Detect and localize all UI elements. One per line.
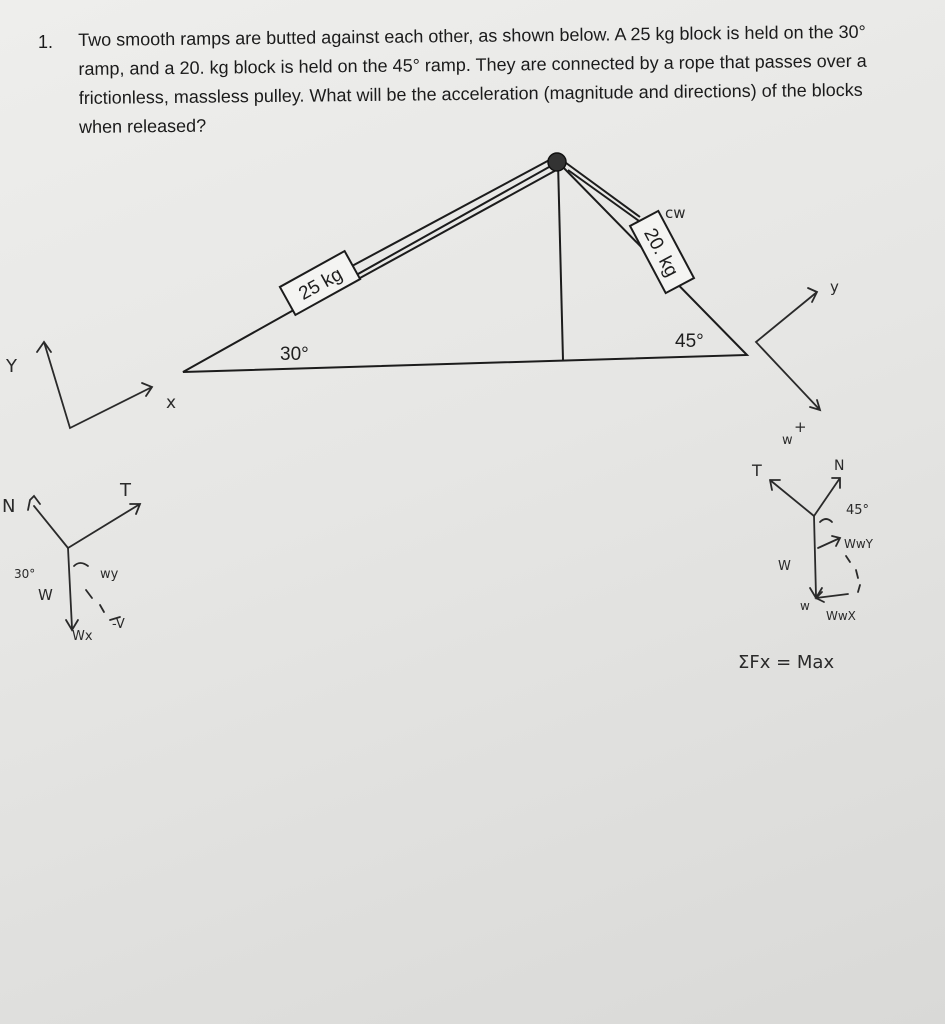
- rope-left: [352, 157, 555, 266]
- pulley: [548, 153, 566, 171]
- right-fbd-wx-label: WwX: [826, 609, 856, 623]
- right-fbd-wy-vector: [818, 536, 840, 548]
- block-25kg-label: 25 kg: [295, 263, 347, 305]
- right-axis-w-label: w: [782, 433, 793, 448]
- left-fbd-weight-label: W: [38, 586, 53, 604]
- left-fbd-neg-label: -V: [112, 617, 125, 632]
- left-fbd-weight-vector: [66, 548, 78, 630]
- block-20kg-label: 20. kg: [639, 224, 683, 281]
- right-fbd-tension-label: T: [752, 461, 762, 480]
- ramp-note-cw: cw: [665, 204, 686, 222]
- right-fbd-tension-vector: [770, 480, 814, 516]
- problem-number: 1.: [38, 32, 54, 52]
- right-fbd-normal-label: N: [834, 458, 845, 474]
- equation: ΣFx = Max: [738, 652, 835, 673]
- right-fbd-weight-label: W: [778, 559, 791, 574]
- rope-right: [562, 160, 640, 217]
- problem-statement: Two smooth ramps are butted against each other, as shown below. A 25 kg block is held on the 30° ramp, and a 20. kg block is held on the 45° ramp. They are connected by a rope that passes over a frictionless, massless pulley. What will be the acceleration (magnitude and directions) of the blocks when released?: [78, 21, 867, 137]
- block-25kg: [280, 251, 360, 315]
- left-axes: [37, 342, 152, 428]
- ramp-divider: [558, 162, 563, 360]
- left-fbd-tension-label: T: [120, 480, 131, 501]
- right-fbd-wy-label: WwY: [844, 537, 874, 551]
- right-axis-x-label: +: [794, 418, 807, 436]
- right-fbd-angle-label: 45°: [846, 503, 870, 518]
- right-fbd-normal-vector: [814, 478, 840, 516]
- right-fbd-wx-vector: [816, 592, 848, 602]
- right-axes: [756, 288, 820, 410]
- left-fbd-angle-label: 30°: [14, 567, 36, 581]
- angle-30-label: 30°: [280, 344, 309, 365]
- right-fbd-weight-vector: [810, 516, 822, 598]
- left-fbd-tension-vector: [68, 504, 140, 548]
- right-axis-y-label: y: [830, 278, 839, 296]
- left-fbd-normal-label: N: [2, 496, 16, 517]
- left-fbd-normal-vector: [28, 496, 68, 548]
- block-20kg: [630, 211, 694, 293]
- left-fbd-wx-label: Wx: [72, 629, 93, 644]
- left-axis-y-label: Y: [6, 356, 17, 377]
- right-fbd-dashes: [846, 556, 860, 592]
- left-fbd-component-dash: [86, 590, 120, 620]
- angle-45-label: 45°: [675, 331, 704, 352]
- left-fbd-wy-label: wy: [100, 567, 119, 582]
- right-fbd-w-mark: w: [800, 599, 810, 613]
- left-axis-x-label: x: [166, 393, 177, 413]
